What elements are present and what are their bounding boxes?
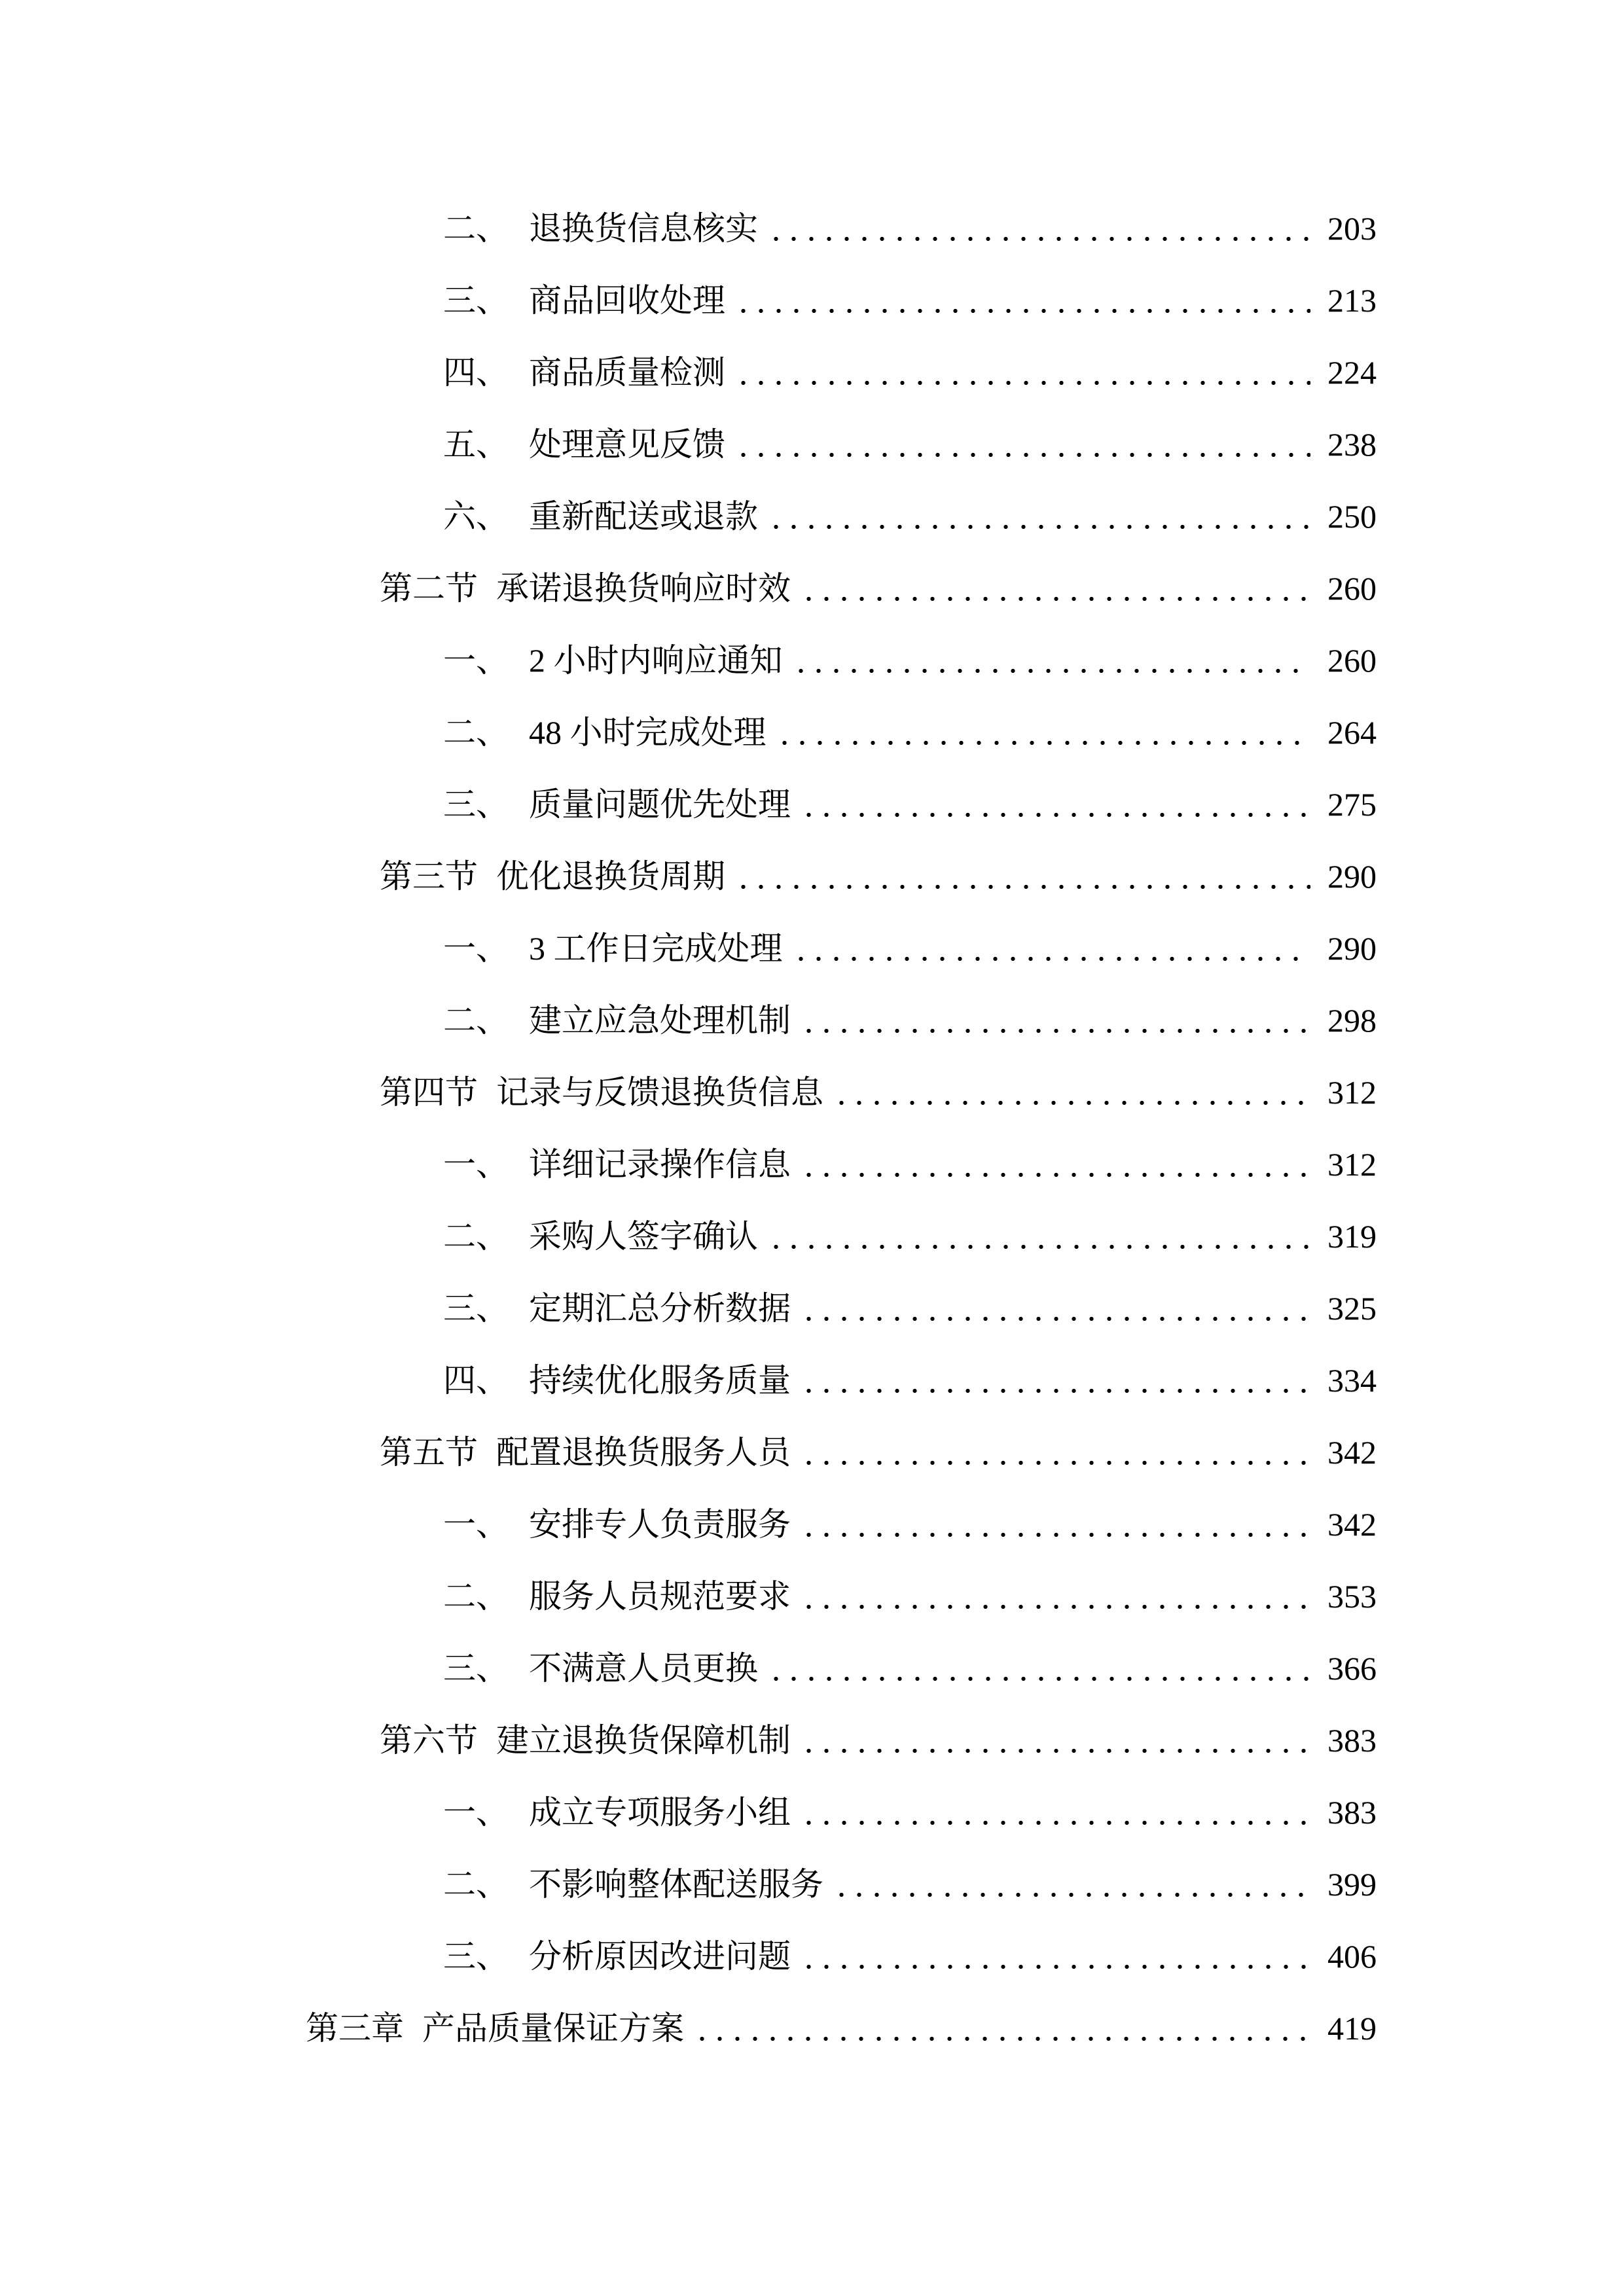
toc-page-number: 264	[1327, 714, 1377, 751]
toc-entry-title: 产品质量保证方案	[422, 2010, 684, 2047]
toc-page-number: 383	[1327, 1794, 1377, 1831]
toc-entry[interactable]	[0, 1992, 1624, 2064]
dot-leader	[693, 1992, 1310, 2064]
toc-page-number: 419	[1327, 2010, 1377, 2047]
toc-entry-title: 3 工作日完成处理	[529, 930, 783, 967]
toc-entry[interactable]	[0, 264, 1624, 336]
toc-entry[interactable]	[0, 1560, 1624, 1632]
toc-entry-number: 一、	[443, 1506, 509, 1543]
toc-entry[interactable]	[0, 1920, 1624, 1992]
toc-entry-title: 退换货信息核实	[529, 210, 758, 247]
toc-entry-number: 六、	[443, 498, 509, 535]
dot-leader	[800, 1128, 1310, 1200]
toc-entry-number: 三、	[443, 1650, 509, 1687]
toc-entry[interactable]	[0, 408, 1624, 480]
toc-entry-number: 一、	[443, 642, 509, 679]
toc-entry[interactable]	[0, 696, 1624, 768]
toc-entry-number: 二、	[443, 714, 509, 751]
toc-entry-number: 三、	[443, 1290, 509, 1327]
toc-entry-number: 二、	[443, 210, 509, 247]
dot-leader	[767, 1200, 1310, 1272]
dot-leader	[767, 1632, 1310, 1704]
toc-page-number: 224	[1327, 354, 1377, 391]
toc-entry-number: 第三节	[380, 858, 478, 895]
toc-entry[interactable]	[0, 1488, 1624, 1560]
toc-entry-title: 质量问题优先处理	[529, 786, 791, 823]
toc-entry[interactable]	[0, 1704, 1624, 1776]
toc-entry-title: 不影响整体配送服务	[529, 1866, 823, 1903]
toc-entry-number: 三、	[443, 282, 509, 319]
toc-entry-title: 成立专项服务小组	[529, 1794, 791, 1831]
toc-page-number: 250	[1327, 498, 1377, 535]
toc-page-number: 325	[1327, 1290, 1377, 1327]
dot-leader	[767, 192, 1310, 264]
toc-entry-title: 2 小时内响应通知	[529, 642, 783, 679]
toc-page-number: 290	[1327, 858, 1377, 895]
toc-entry[interactable]	[0, 336, 1624, 408]
toc-page-number: 399	[1327, 1866, 1377, 1903]
dot-leader	[800, 984, 1310, 1056]
toc-page-number: 342	[1327, 1434, 1377, 1471]
dot-leader	[800, 1704, 1310, 1776]
toc-page-number: 366	[1327, 1650, 1377, 1687]
toc-entry[interactable]	[0, 1056, 1624, 1128]
toc-entry-title: 持续优化服务质量	[529, 1362, 791, 1399]
toc-entry[interactable]	[0, 1344, 1624, 1416]
toc-entry-title: 不满意人员更换	[529, 1650, 758, 1687]
toc-entry-number: 第二节	[380, 570, 478, 607]
toc-entry-title: 处理意见反馈	[529, 426, 725, 463]
dot-leader	[800, 1272, 1310, 1344]
toc-entry-title: 定期汇总分析数据	[529, 1290, 791, 1327]
toc-entry-title: 商品回收处理	[529, 282, 725, 319]
toc-entry[interactable]	[0, 1416, 1624, 1488]
toc-entry[interactable]	[0, 480, 1624, 552]
toc-entry-title: 安排专人负责服务	[529, 1506, 791, 1543]
toc-entry-number: 第四节	[380, 1074, 478, 1111]
toc-entry[interactable]	[0, 768, 1624, 840]
toc-entry-title: 承诺退换货响应时效	[496, 570, 791, 607]
dot-leader	[734, 264, 1310, 336]
dot-leader	[800, 1920, 1310, 1992]
toc-page-number: 260	[1327, 642, 1377, 679]
toc-entry-title: 建立应急处理机制	[529, 1002, 791, 1039]
toc-entry[interactable]	[0, 984, 1624, 1056]
toc-entry[interactable]	[0, 552, 1624, 624]
toc-entry-title: 优化退换货周期	[496, 858, 725, 895]
toc-entry-number: 三、	[443, 1938, 509, 1975]
toc-entry[interactable]	[0, 624, 1624, 696]
toc-entry-title: 重新配送或退款	[529, 498, 758, 535]
toc-page-number: 342	[1327, 1506, 1377, 1543]
toc-entry-title: 分析原因改进问题	[529, 1938, 791, 1975]
dot-leader	[734, 840, 1310, 912]
toc-page-number: 298	[1327, 1002, 1377, 1039]
toc-entry-title: 配置退换货服务人员	[496, 1434, 791, 1471]
toc-entry[interactable]	[0, 840, 1624, 912]
toc-page-number: 238	[1327, 426, 1377, 463]
table-of-contents	[0, 192, 1624, 2064]
toc-entry-number: 二、	[443, 1866, 509, 1903]
toc-page-number: 203	[1327, 210, 1377, 247]
toc-page-number: 213	[1327, 282, 1377, 319]
toc-entry-number: 二、	[443, 1578, 509, 1615]
dot-leader	[800, 1344, 1310, 1416]
toc-page-number: 406	[1327, 1938, 1377, 1975]
dot-leader	[792, 912, 1311, 984]
toc-entry[interactable]	[0, 1200, 1624, 1272]
toc-entry[interactable]	[0, 1848, 1624, 1920]
toc-entry-title: 采购人签字确认	[529, 1218, 758, 1255]
toc-entry-number: 第六节	[380, 1722, 478, 1759]
dot-leader	[792, 624, 1311, 696]
toc-entry-title: 详细记录操作信息	[529, 1146, 791, 1183]
toc-entry-title: 记录与反馈退换货信息	[496, 1074, 823, 1111]
toc-entry-number: 二、	[443, 1218, 509, 1255]
dot-leader	[734, 408, 1310, 480]
toc-page-number: 275	[1327, 786, 1377, 823]
toc-entry-title: 建立退换货保障机制	[496, 1722, 791, 1759]
toc-entry[interactable]	[0, 192, 1624, 264]
toc-entry-title: 商品质量检测	[529, 354, 725, 391]
toc-entry[interactable]	[0, 1272, 1624, 1344]
toc-page-number: 334	[1327, 1362, 1377, 1399]
toc-entry-number: 四、	[443, 354, 509, 391]
toc-entry-number: 四、	[443, 1362, 509, 1399]
toc-entry[interactable]	[0, 912, 1624, 984]
toc-entry-number: 五、	[443, 426, 509, 463]
dot-leader	[833, 1056, 1310, 1128]
toc-page-number: 312	[1327, 1074, 1377, 1111]
dot-leader	[800, 552, 1310, 624]
toc-page-number: 312	[1327, 1146, 1377, 1183]
toc-page-number: 353	[1327, 1578, 1377, 1615]
toc-entry-number: 三、	[443, 786, 509, 823]
dot-leader	[734, 336, 1310, 408]
toc-entry-number: 一、	[443, 930, 509, 967]
dot-leader	[800, 1560, 1310, 1632]
toc-entry-number: 第三章	[306, 2010, 404, 2047]
toc-page-number: 383	[1327, 1722, 1377, 1759]
dot-leader	[833, 1848, 1310, 1920]
toc-entry-number: 第五节	[380, 1434, 478, 1471]
toc-entry[interactable]	[0, 1128, 1624, 1200]
toc-page-number: 319	[1327, 1218, 1377, 1255]
dot-leader	[800, 1488, 1310, 1560]
dot-leader	[800, 768, 1310, 840]
toc-page-number: 260	[1327, 570, 1377, 607]
toc-entry-number: 二、	[443, 1002, 509, 1039]
dot-leader	[800, 1776, 1310, 1848]
dot-leader	[767, 480, 1310, 552]
toc-entry-title: 48 小时完成处理	[529, 714, 767, 751]
toc-entry-title: 服务人员规范要求	[529, 1578, 791, 1615]
toc-page-number: 290	[1327, 930, 1377, 967]
dot-leader	[776, 696, 1311, 768]
toc-entry[interactable]	[0, 1776, 1624, 1848]
toc-entry-number: 一、	[443, 1794, 509, 1831]
toc-entry[interactable]	[0, 1632, 1624, 1704]
dot-leader	[800, 1416, 1310, 1488]
toc-entry-number: 一、	[443, 1146, 509, 1183]
